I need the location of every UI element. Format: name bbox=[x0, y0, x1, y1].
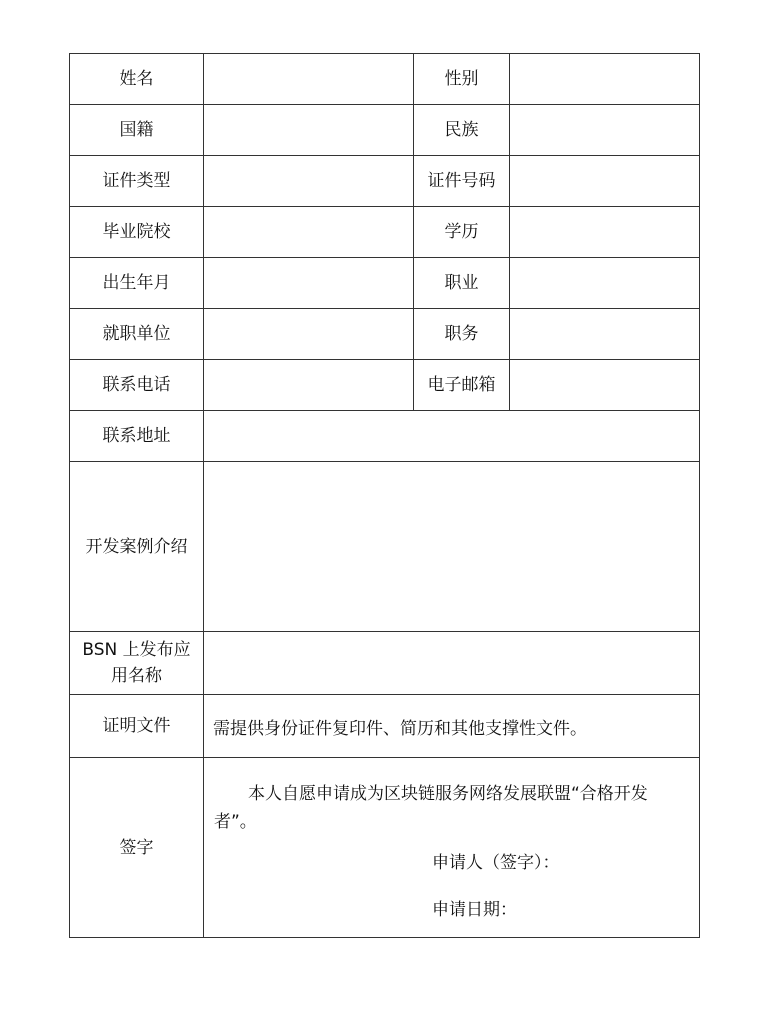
phone-field[interactable] bbox=[204, 360, 414, 411]
proof-label: 证明文件 bbox=[70, 695, 204, 758]
form-row-name bbox=[70, 54, 700, 105]
birth-field[interactable] bbox=[204, 258, 414, 309]
form-row-birth bbox=[70, 258, 700, 309]
name-field[interactable] bbox=[204, 54, 414, 105]
employer-field[interactable] bbox=[204, 309, 414, 360]
position-field[interactable] bbox=[510, 309, 700, 360]
phone-label: 联系电话 bbox=[70, 360, 204, 411]
proof-text: 需提供身份证件复印件、简历和其他支撑性文件。 bbox=[204, 695, 700, 758]
bsn-label-line1: BSN 上发布应 bbox=[82, 640, 191, 660]
form-row-bsn bbox=[70, 632, 700, 695]
bsn-label bbox=[70, 632, 204, 695]
ethnicity-field[interactable] bbox=[510, 105, 700, 156]
bsn-app-name-field[interactable] bbox=[204, 632, 700, 695]
occupation-label: 职业 bbox=[414, 258, 510, 309]
position-label: 职务 bbox=[414, 309, 510, 360]
form-row-employer bbox=[70, 309, 700, 360]
education-label: 学历 bbox=[414, 207, 510, 258]
gender-field[interactable] bbox=[510, 54, 700, 105]
id-number-label: 证件号码 bbox=[414, 156, 510, 207]
nationality-label: 国籍 bbox=[70, 105, 204, 156]
ethnicity-label: 民族 bbox=[414, 105, 510, 156]
bsn-label-line2: 用名称 bbox=[111, 666, 162, 686]
form-row-id bbox=[70, 156, 700, 207]
occupation-field[interactable] bbox=[510, 258, 700, 309]
education-field[interactable] bbox=[510, 207, 700, 258]
sign-label: 签字 bbox=[70, 758, 204, 938]
form-row-sign bbox=[70, 758, 700, 938]
form-row-nationality bbox=[70, 105, 700, 156]
nationality-field[interactable] bbox=[204, 105, 414, 156]
form-row-contact bbox=[70, 360, 700, 411]
id-type-field[interactable] bbox=[204, 156, 414, 207]
school-label: 毕业院校 bbox=[70, 207, 204, 258]
applicant-signature-label: 申请人（签字）： bbox=[432, 853, 560, 873]
id-number-field[interactable] bbox=[510, 156, 700, 207]
email-label: 电子邮箱 bbox=[414, 360, 510, 411]
form-row-address bbox=[70, 411, 700, 462]
address-field[interactable] bbox=[204, 411, 700, 462]
id-type-label: 证件类型 bbox=[70, 156, 204, 207]
gender-label: 性别 bbox=[414, 54, 510, 105]
school-field[interactable] bbox=[204, 207, 414, 258]
form-row-cases bbox=[70, 462, 700, 632]
address-label: 联系地址 bbox=[70, 411, 204, 462]
form-row-education bbox=[70, 207, 700, 258]
sign-statement: 本人自愿申请成为区块链服务网络发展联盟“合格开发者”。 bbox=[214, 784, 648, 832]
cases-label: 开发案例介绍 bbox=[70, 462, 204, 632]
email-field[interactable] bbox=[510, 360, 700, 411]
sign-area[interactable] bbox=[204, 758, 700, 938]
developer-application-form bbox=[69, 53, 700, 938]
cases-field[interactable] bbox=[204, 462, 700, 632]
employer-label: 就职单位 bbox=[70, 309, 204, 360]
name-label: 姓名 bbox=[70, 54, 204, 105]
form-row-proof bbox=[70, 695, 700, 758]
application-date-label: 申请日期： bbox=[432, 900, 517, 920]
birth-label: 出生年月 bbox=[70, 258, 204, 309]
